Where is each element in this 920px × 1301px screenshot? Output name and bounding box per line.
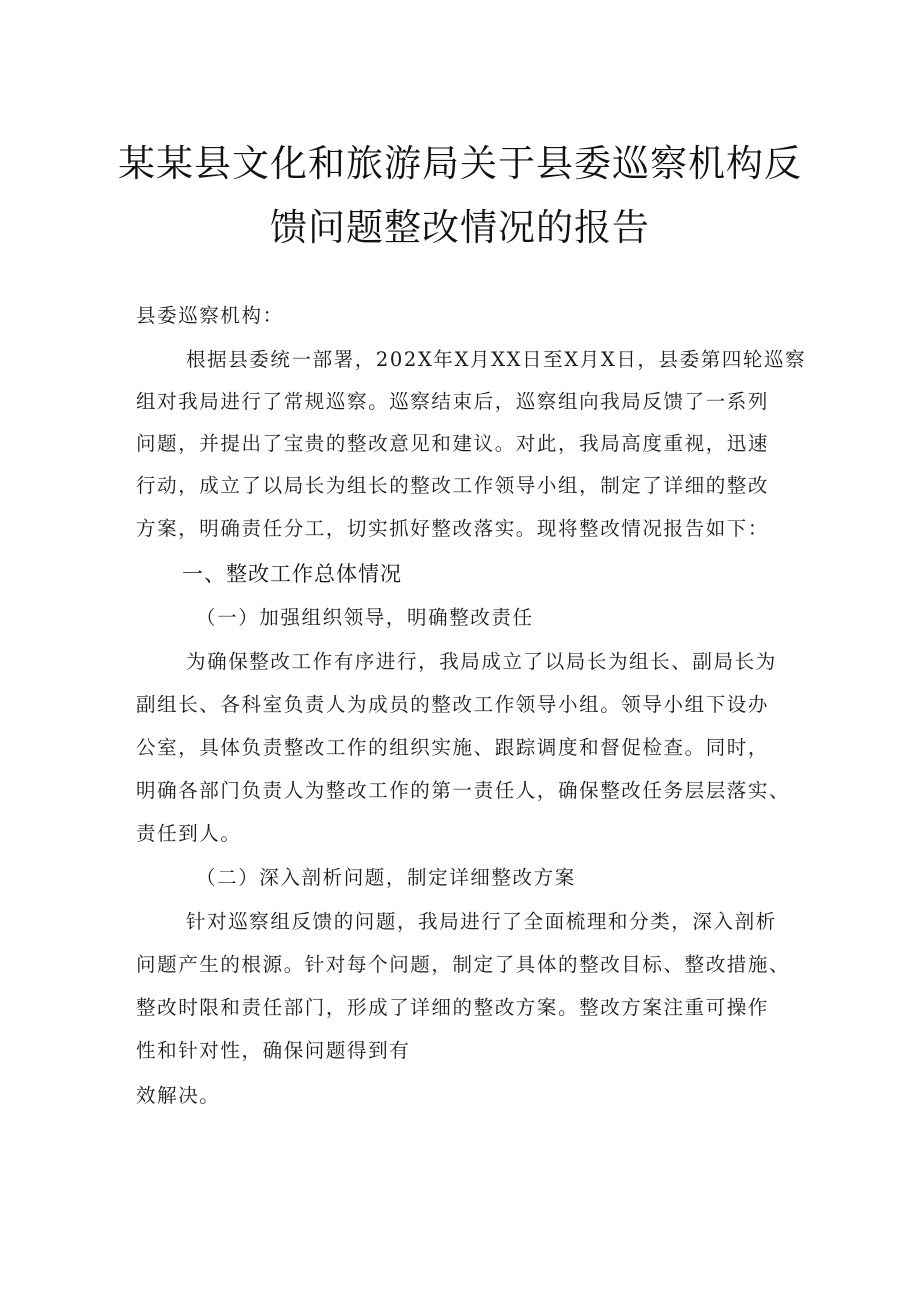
subsection-1-paragraph-line: 副组长、各科室负责人为成员的整改工作领导小组。领导小组下设办: [136, 693, 770, 716]
subsection-1-paragraph-line: 公室，具体负责整改工作的组织实施、跟踪调度和督促检查。同时，: [136, 736, 770, 759]
subsection-heading: （一）加强组织领导，明确整改责任: [196, 606, 534, 629]
subsection-2-paragraph-line: 性和针对性，确保问题得到有: [136, 1039, 411, 1062]
intro-paragraph-line: 问题，并提出了宝贵的整改意见和建议。对此，我局高度重视，迅速: [136, 432, 770, 455]
report-title-line-1: 某某县文化和旅游局关于县委巡察机构反: [118, 142, 802, 185]
subsection-1-paragraph-line: 明确各部门负责人为整改工作的第一责任人，确保整改任务层层落实、: [136, 779, 791, 802]
subsection-1-paragraph-line: 为确保整改工作有序进行，我局成立了以局长为组长、副局长为: [186, 650, 777, 673]
report-title-line-2: 馈问题整改情况的报告: [270, 206, 650, 249]
intro-paragraph-line: 组对我局进行了常规巡察。巡察结束后，巡察组向我局反馈了一系列: [136, 390, 770, 413]
intro-paragraph-line: 方案，明确责任分工，切实抓好整改落实。现将整改情况报告如下：: [136, 517, 770, 540]
intro-paragraph-line: 根据县委统一部署，202X年X月XX日至X月X日，县委第四轮巡察: [186, 348, 807, 371]
section-heading: 一、整改工作总体情况: [182, 562, 402, 586]
intro-paragraph-line: 行动，成立了以局长为组长的整改工作领导小组，制定了详细的整改: [136, 474, 770, 497]
salutation: 县委巡察机构：: [136, 304, 284, 327]
subsection-heading: （二）深入剖析问题，制定详细整改方案: [196, 866, 576, 889]
subsection-2-paragraph-line: 效解决。: [136, 1084, 221, 1107]
subsection-2-paragraph-line: 问题产生的根源。针对每个问题，制定了具体的整改目标、整改措施、: [136, 953, 791, 976]
subsection-2-paragraph-line: 整改时限和责任部门，形成了详细的整改方案。整改方案注重可操作: [136, 996, 770, 1019]
subsection-2-paragraph-line: 针对巡察组反馈的问题，我局进行了全面梳理和分类，深入剖析: [186, 910, 777, 933]
subsection-1-paragraph-line: 责任到人。: [136, 822, 242, 845]
